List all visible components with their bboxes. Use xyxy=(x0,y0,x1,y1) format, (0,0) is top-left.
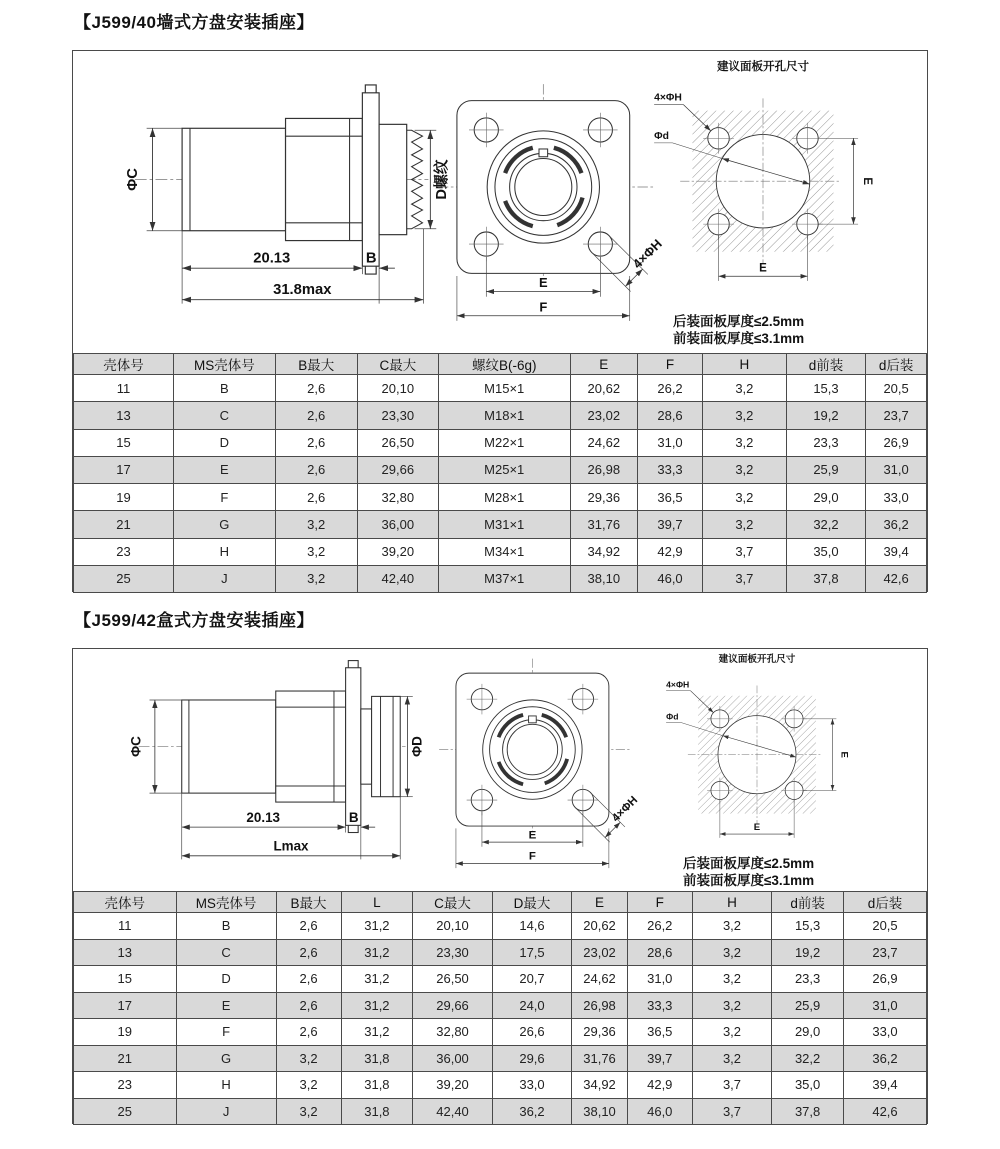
spec-table-2 xyxy=(73,891,927,1125)
table-header-row xyxy=(74,354,927,375)
table-cell: M28×1 xyxy=(438,484,570,511)
dimension-lengths xyxy=(182,793,401,859)
table-cell: 32,2 xyxy=(786,511,865,538)
column-header: L xyxy=(341,892,413,913)
column-header: 螺纹B(-6g) xyxy=(438,354,570,375)
table-cell: 23,7 xyxy=(844,939,927,966)
label-4xh: 4×ΦH xyxy=(654,92,682,104)
table-cell: 31,8 xyxy=(341,1045,413,1072)
table-cell: J xyxy=(174,565,276,592)
dim-label-2013: 20.13 xyxy=(246,809,281,825)
table-cell: 36,2 xyxy=(844,1045,927,1072)
table-cell: M25×1 xyxy=(438,456,570,483)
table-cell: 3,2 xyxy=(702,429,786,456)
table-cell: 32,80 xyxy=(413,1019,492,1046)
table-cell: 35,0 xyxy=(772,1072,844,1099)
column-header: E xyxy=(570,354,638,375)
table-cell: 3,2 xyxy=(702,456,786,483)
table-cell: 2,6 xyxy=(275,484,357,511)
table-cell: 39,4 xyxy=(844,1072,927,1099)
front-view-drawing xyxy=(431,79,666,338)
side-view-drawing xyxy=(128,657,428,881)
table-cell: 20,10 xyxy=(413,913,492,940)
table-cell: 36,2 xyxy=(492,1098,571,1125)
table-cell: 42,6 xyxy=(866,565,927,592)
table-cell: G xyxy=(176,1045,276,1072)
dim-label-e-bottom: E xyxy=(759,262,767,275)
column-header: d后装 xyxy=(866,354,927,375)
table-cell: 15,3 xyxy=(786,375,865,402)
column-header: E xyxy=(572,892,628,913)
table-cell: 20,5 xyxy=(866,375,927,402)
column-header: d前装 xyxy=(772,892,844,913)
table-cell: 3,7 xyxy=(692,1072,771,1099)
rear-shell xyxy=(379,124,407,234)
connector-body xyxy=(182,661,401,833)
table-cell: 39,20 xyxy=(413,1072,492,1099)
table-cell: 26,9 xyxy=(844,966,927,993)
table-cell: 46,0 xyxy=(627,1098,692,1125)
table-cell: 3,2 xyxy=(692,939,771,966)
flange-plate xyxy=(346,668,361,826)
table-row xyxy=(74,538,927,565)
table-cell: 19 xyxy=(74,1019,177,1046)
panel-cutout-title: 建议面板开孔尺寸 xyxy=(717,61,809,74)
dim-label-f: F xyxy=(539,299,548,315)
table-cell: 32,80 xyxy=(357,484,438,511)
table-cell: B xyxy=(174,375,276,402)
table-cell: 20,5 xyxy=(844,913,927,940)
table-cell: 3,2 xyxy=(702,484,786,511)
column-header: 壳体号 xyxy=(74,354,174,375)
table-cell: 17 xyxy=(74,992,177,1019)
table-row xyxy=(74,429,927,456)
insert-face xyxy=(483,700,582,799)
table-cell: D xyxy=(174,429,276,456)
table-cell: 23,3 xyxy=(772,966,844,993)
table-cell: 33,3 xyxy=(627,992,692,1019)
table-cell: 20,7 xyxy=(492,966,571,993)
table-cell: H xyxy=(174,538,276,565)
table-cell: 2,6 xyxy=(275,429,357,456)
dim-label-4xh: 4×ΦH xyxy=(629,236,665,272)
section-1-panel xyxy=(72,50,928,592)
table-cell: 2,6 xyxy=(275,456,357,483)
table-cell: M22×1 xyxy=(438,429,570,456)
table-cell: 25 xyxy=(74,1098,177,1125)
table-cell: 36,5 xyxy=(627,1019,692,1046)
table-cell: M31×1 xyxy=(438,511,570,538)
dimension-phi-c xyxy=(125,128,182,230)
column-header: F xyxy=(638,354,703,375)
table-row xyxy=(74,456,927,483)
table-cell: 23,30 xyxy=(413,939,492,966)
dim-label-f: F xyxy=(528,850,536,863)
table-cell: 29,36 xyxy=(570,484,638,511)
flange-plate xyxy=(362,93,379,266)
coupling-nut xyxy=(286,118,363,240)
table-cell: 24,62 xyxy=(570,429,638,456)
table-cell: 34,92 xyxy=(570,538,638,565)
table-cell: 39,20 xyxy=(357,538,438,565)
table-row xyxy=(74,1098,927,1125)
table-cell: 38,10 xyxy=(572,1098,628,1125)
dim-label-phi-c: ΦC xyxy=(124,168,141,191)
table-cell: 2,6 xyxy=(275,375,357,402)
panel-cutout-drawing xyxy=(661,651,853,862)
table-cell: 28,6 xyxy=(638,402,703,429)
table-row xyxy=(74,1019,927,1046)
table-cell: 25,9 xyxy=(786,456,865,483)
table-cell: 20,10 xyxy=(357,375,438,402)
dim-label-e: E xyxy=(528,829,537,842)
table-cell: 31,76 xyxy=(572,1045,628,1072)
table-cell: 3,2 xyxy=(702,402,786,429)
table-cell: 25,9 xyxy=(772,992,844,1019)
table-cell: 31,0 xyxy=(844,992,927,1019)
dim-label-e-bottom: E xyxy=(753,822,761,834)
table-cell: M34×1 xyxy=(438,538,570,565)
table-cell: 39,4 xyxy=(866,538,927,565)
note-front-mount: 前装面板厚度≤3.1mm xyxy=(673,331,805,346)
table-cell: 33,0 xyxy=(866,484,927,511)
table-cell: 26,50 xyxy=(413,966,492,993)
table-cell: 39,7 xyxy=(638,511,703,538)
dim-label-phi-c: ΦC xyxy=(128,736,144,757)
table-cell: 21 xyxy=(74,1045,177,1072)
table-cell: 29,66 xyxy=(357,456,438,483)
table-cell: 36,00 xyxy=(357,511,438,538)
table-cell: 29,6 xyxy=(492,1045,571,1072)
table-cell: D xyxy=(176,966,276,993)
table-cell: 3,7 xyxy=(692,1098,771,1125)
table-cell: 2,6 xyxy=(276,913,341,940)
dim-label-4xh: 4×ΦH xyxy=(609,794,641,825)
column-header: d前装 xyxy=(786,354,865,375)
column-header: B最大 xyxy=(275,354,357,375)
table-cell: 36,00 xyxy=(413,1045,492,1072)
dim-label-total: Lmax xyxy=(273,838,309,854)
column-header: H xyxy=(692,892,771,913)
rear-neck xyxy=(361,709,372,784)
table-cell: 3,2 xyxy=(276,1045,341,1072)
table-cell: 26,2 xyxy=(627,913,692,940)
table-cell: 36,5 xyxy=(638,484,703,511)
barrel-outline xyxy=(182,128,285,230)
table-cell: 2,6 xyxy=(276,939,341,966)
insert-face xyxy=(487,131,599,243)
table-cell: 39,7 xyxy=(627,1045,692,1072)
table-row xyxy=(74,1045,927,1072)
table-cell: 33,3 xyxy=(638,456,703,483)
section-2-panel xyxy=(72,648,928,1124)
table-cell: 23,02 xyxy=(572,939,628,966)
table-row xyxy=(74,913,927,940)
table-cell: 26,6 xyxy=(492,1019,571,1046)
table-cell: M37×1 xyxy=(438,565,570,592)
table-row xyxy=(74,1072,927,1099)
table-cell: 3,2 xyxy=(275,511,357,538)
table-cell: 31,2 xyxy=(341,1019,413,1046)
dim-label-d-thread: D螺纹 xyxy=(434,159,451,200)
table-cell: H xyxy=(176,1072,276,1099)
dim-label-e: E xyxy=(538,275,548,291)
column-header: C最大 xyxy=(413,892,492,913)
section-1-drawings xyxy=(73,51,927,353)
table-cell: 26,50 xyxy=(357,429,438,456)
table-cell: 15 xyxy=(74,966,177,993)
table-header-row xyxy=(74,892,927,913)
dim-label-e-side: E xyxy=(838,751,850,758)
table-row xyxy=(74,939,927,966)
table-row xyxy=(74,966,927,993)
table-cell: 19,2 xyxy=(772,939,844,966)
table-cell: 25 xyxy=(74,565,174,592)
table-cell: 42,40 xyxy=(413,1098,492,1125)
table-cell: 15 xyxy=(74,429,174,456)
table-cell: 23 xyxy=(74,1072,177,1099)
table-cell: J xyxy=(176,1098,276,1125)
table-cell: F xyxy=(174,484,276,511)
table-cell: 13 xyxy=(74,939,177,966)
table-cell: E xyxy=(176,992,276,1019)
table-cell: 21 xyxy=(74,511,174,538)
table-cell: G xyxy=(174,511,276,538)
table-cell: 28,6 xyxy=(627,939,692,966)
table-cell: 29,36 xyxy=(572,1019,628,1046)
table-cell: 37,8 xyxy=(786,565,865,592)
table-cell: 38,10 xyxy=(570,565,638,592)
table-cell: C xyxy=(176,939,276,966)
table-cell: C xyxy=(174,402,276,429)
table-cell: 33,0 xyxy=(844,1019,927,1046)
table-cell: M15×1 xyxy=(438,375,570,402)
table-cell: 3,2 xyxy=(692,1045,771,1072)
rear-coupling xyxy=(372,696,401,796)
table-cell: 3,7 xyxy=(702,538,786,565)
dim-label-total: 31.8max xyxy=(273,281,332,298)
dim-label-phi-d: ΦD xyxy=(409,736,425,757)
table-cell: 29,0 xyxy=(786,484,865,511)
table-cell: 26,98 xyxy=(570,456,638,483)
column-header: d后装 xyxy=(844,892,927,913)
panel-cutout-title: 建议面板开孔尺寸 xyxy=(718,653,796,665)
table-cell: 15,3 xyxy=(772,913,844,940)
table-row xyxy=(74,511,927,538)
table-cell: 31,0 xyxy=(866,456,927,483)
table-cell: 24,62 xyxy=(572,966,628,993)
table-cell: 23,7 xyxy=(866,402,927,429)
table-cell: 3,2 xyxy=(275,538,357,565)
dim-label-b: B xyxy=(365,250,377,267)
table-cell: 42,6 xyxy=(844,1098,927,1125)
table-cell: 46,0 xyxy=(638,565,703,592)
coupling-nut xyxy=(276,691,346,802)
spec-table-1 xyxy=(73,353,927,593)
table-cell: 35,0 xyxy=(786,538,865,565)
table-cell: 31,8 xyxy=(341,1098,413,1125)
table-cell: 14,6 xyxy=(492,913,571,940)
table-cell: 23 xyxy=(74,538,174,565)
table-cell: 37,8 xyxy=(772,1098,844,1125)
table-cell: 31,2 xyxy=(341,966,413,993)
connector-body xyxy=(182,85,422,274)
panel-thickness-notes xyxy=(673,313,804,347)
table-cell: F xyxy=(176,1019,276,1046)
table-cell: 2,6 xyxy=(276,992,341,1019)
table-cell: 42,9 xyxy=(627,1072,692,1099)
table-row xyxy=(74,484,927,511)
table-cell: 36,2 xyxy=(866,511,927,538)
table-cell: 23,02 xyxy=(570,402,638,429)
table-cell: 17,5 xyxy=(492,939,571,966)
table-cell: 11 xyxy=(74,375,174,402)
column-header: 壳体号 xyxy=(74,892,177,913)
table-cell: 29,0 xyxy=(772,1019,844,1046)
table-cell: 3,2 xyxy=(692,1019,771,1046)
table-cell: 3,2 xyxy=(692,966,771,993)
table-cell: 24,0 xyxy=(492,992,571,1019)
note-rear-mount: 后装面板厚度≤2.5mm xyxy=(683,856,815,871)
side-view-drawing xyxy=(123,81,453,327)
table-row xyxy=(74,992,927,1019)
table-cell: 26,9 xyxy=(866,429,927,456)
table-cell: 17 xyxy=(74,456,174,483)
table-cell: 3,7 xyxy=(702,565,786,592)
table-row xyxy=(74,565,927,592)
column-header: D最大 xyxy=(492,892,571,913)
table-cell: 31,8 xyxy=(341,1072,413,1099)
label-phi-d: Φd xyxy=(654,131,669,143)
table-cell: 3,2 xyxy=(702,511,786,538)
column-header: MS壳体号 xyxy=(174,354,276,375)
table-cell: 29,66 xyxy=(413,992,492,1019)
label-4xh: 4×ΦH xyxy=(666,679,690,690)
table-cell: 33,0 xyxy=(492,1072,571,1099)
table-cell: B xyxy=(176,913,276,940)
keyway xyxy=(539,149,548,157)
table-cell: 31,0 xyxy=(627,966,692,993)
table-cell: 42,40 xyxy=(357,565,438,592)
table-cell: 3,2 xyxy=(702,375,786,402)
dim-label-b: B xyxy=(348,809,359,825)
note-rear-mount: 后装面板厚度≤2.5mm xyxy=(673,314,805,329)
note-front-mount: 前装面板厚度≤3.1mm xyxy=(683,873,815,888)
table-cell: 31,76 xyxy=(570,511,638,538)
dim-label-e-side: E xyxy=(861,177,874,186)
table-row xyxy=(74,375,927,402)
table-cell: 20,62 xyxy=(570,375,638,402)
table-cell: 26,2 xyxy=(638,375,703,402)
table-cell: 2,6 xyxy=(276,1019,341,1046)
table-cell: 42,9 xyxy=(638,538,703,565)
table-cell: 34,92 xyxy=(572,1072,628,1099)
table-cell: E xyxy=(174,456,276,483)
table-cell: 3,2 xyxy=(692,992,771,1019)
label-phi-d: Φd xyxy=(666,711,679,722)
table-cell: 31,2 xyxy=(341,913,413,940)
table-cell: 23,3 xyxy=(786,429,865,456)
table-cell: 19,2 xyxy=(786,402,865,429)
column-header: MS壳体号 xyxy=(176,892,276,913)
table-cell: 32,2 xyxy=(772,1045,844,1072)
panel-thickness-notes xyxy=(683,855,814,889)
table-cell: 23,30 xyxy=(357,402,438,429)
table-cell: 31,2 xyxy=(341,992,413,1019)
table-cell: M18×1 xyxy=(438,402,570,429)
table-cell: 11 xyxy=(74,913,177,940)
barrel-outline xyxy=(182,700,276,793)
table-cell: 3,2 xyxy=(276,1098,341,1125)
table-cell: 19 xyxy=(74,484,174,511)
table-cell: 2,6 xyxy=(276,966,341,993)
table-cell: 2,6 xyxy=(275,402,357,429)
table-cell: 26,98 xyxy=(572,992,628,1019)
table-cell: 13 xyxy=(74,402,174,429)
dimension-phi-c xyxy=(129,700,182,793)
table-cell: 31,2 xyxy=(341,939,413,966)
section-1-title: 【J599/40墙式方盘安装插座】 xyxy=(74,13,314,32)
section-2-drawings xyxy=(73,649,927,891)
column-header: B最大 xyxy=(276,892,341,913)
column-header: C最大 xyxy=(357,354,438,375)
table-cell: 3,2 xyxy=(692,913,771,940)
front-view-drawing xyxy=(433,654,641,883)
table-row xyxy=(74,402,927,429)
table-cell: 3,2 xyxy=(275,565,357,592)
table-cell: 31,0 xyxy=(638,429,703,456)
table-cell: 3,2 xyxy=(276,1072,341,1099)
keyway xyxy=(529,716,537,723)
table-cell: 20,62 xyxy=(572,913,628,940)
dim-label-2013: 20.13 xyxy=(253,250,291,267)
column-header: F xyxy=(627,892,692,913)
panel-cutout-drawing xyxy=(648,57,878,310)
column-header: H xyxy=(702,354,786,375)
section-2-title: 【J599/42盒式方盘安装插座】 xyxy=(74,611,314,630)
